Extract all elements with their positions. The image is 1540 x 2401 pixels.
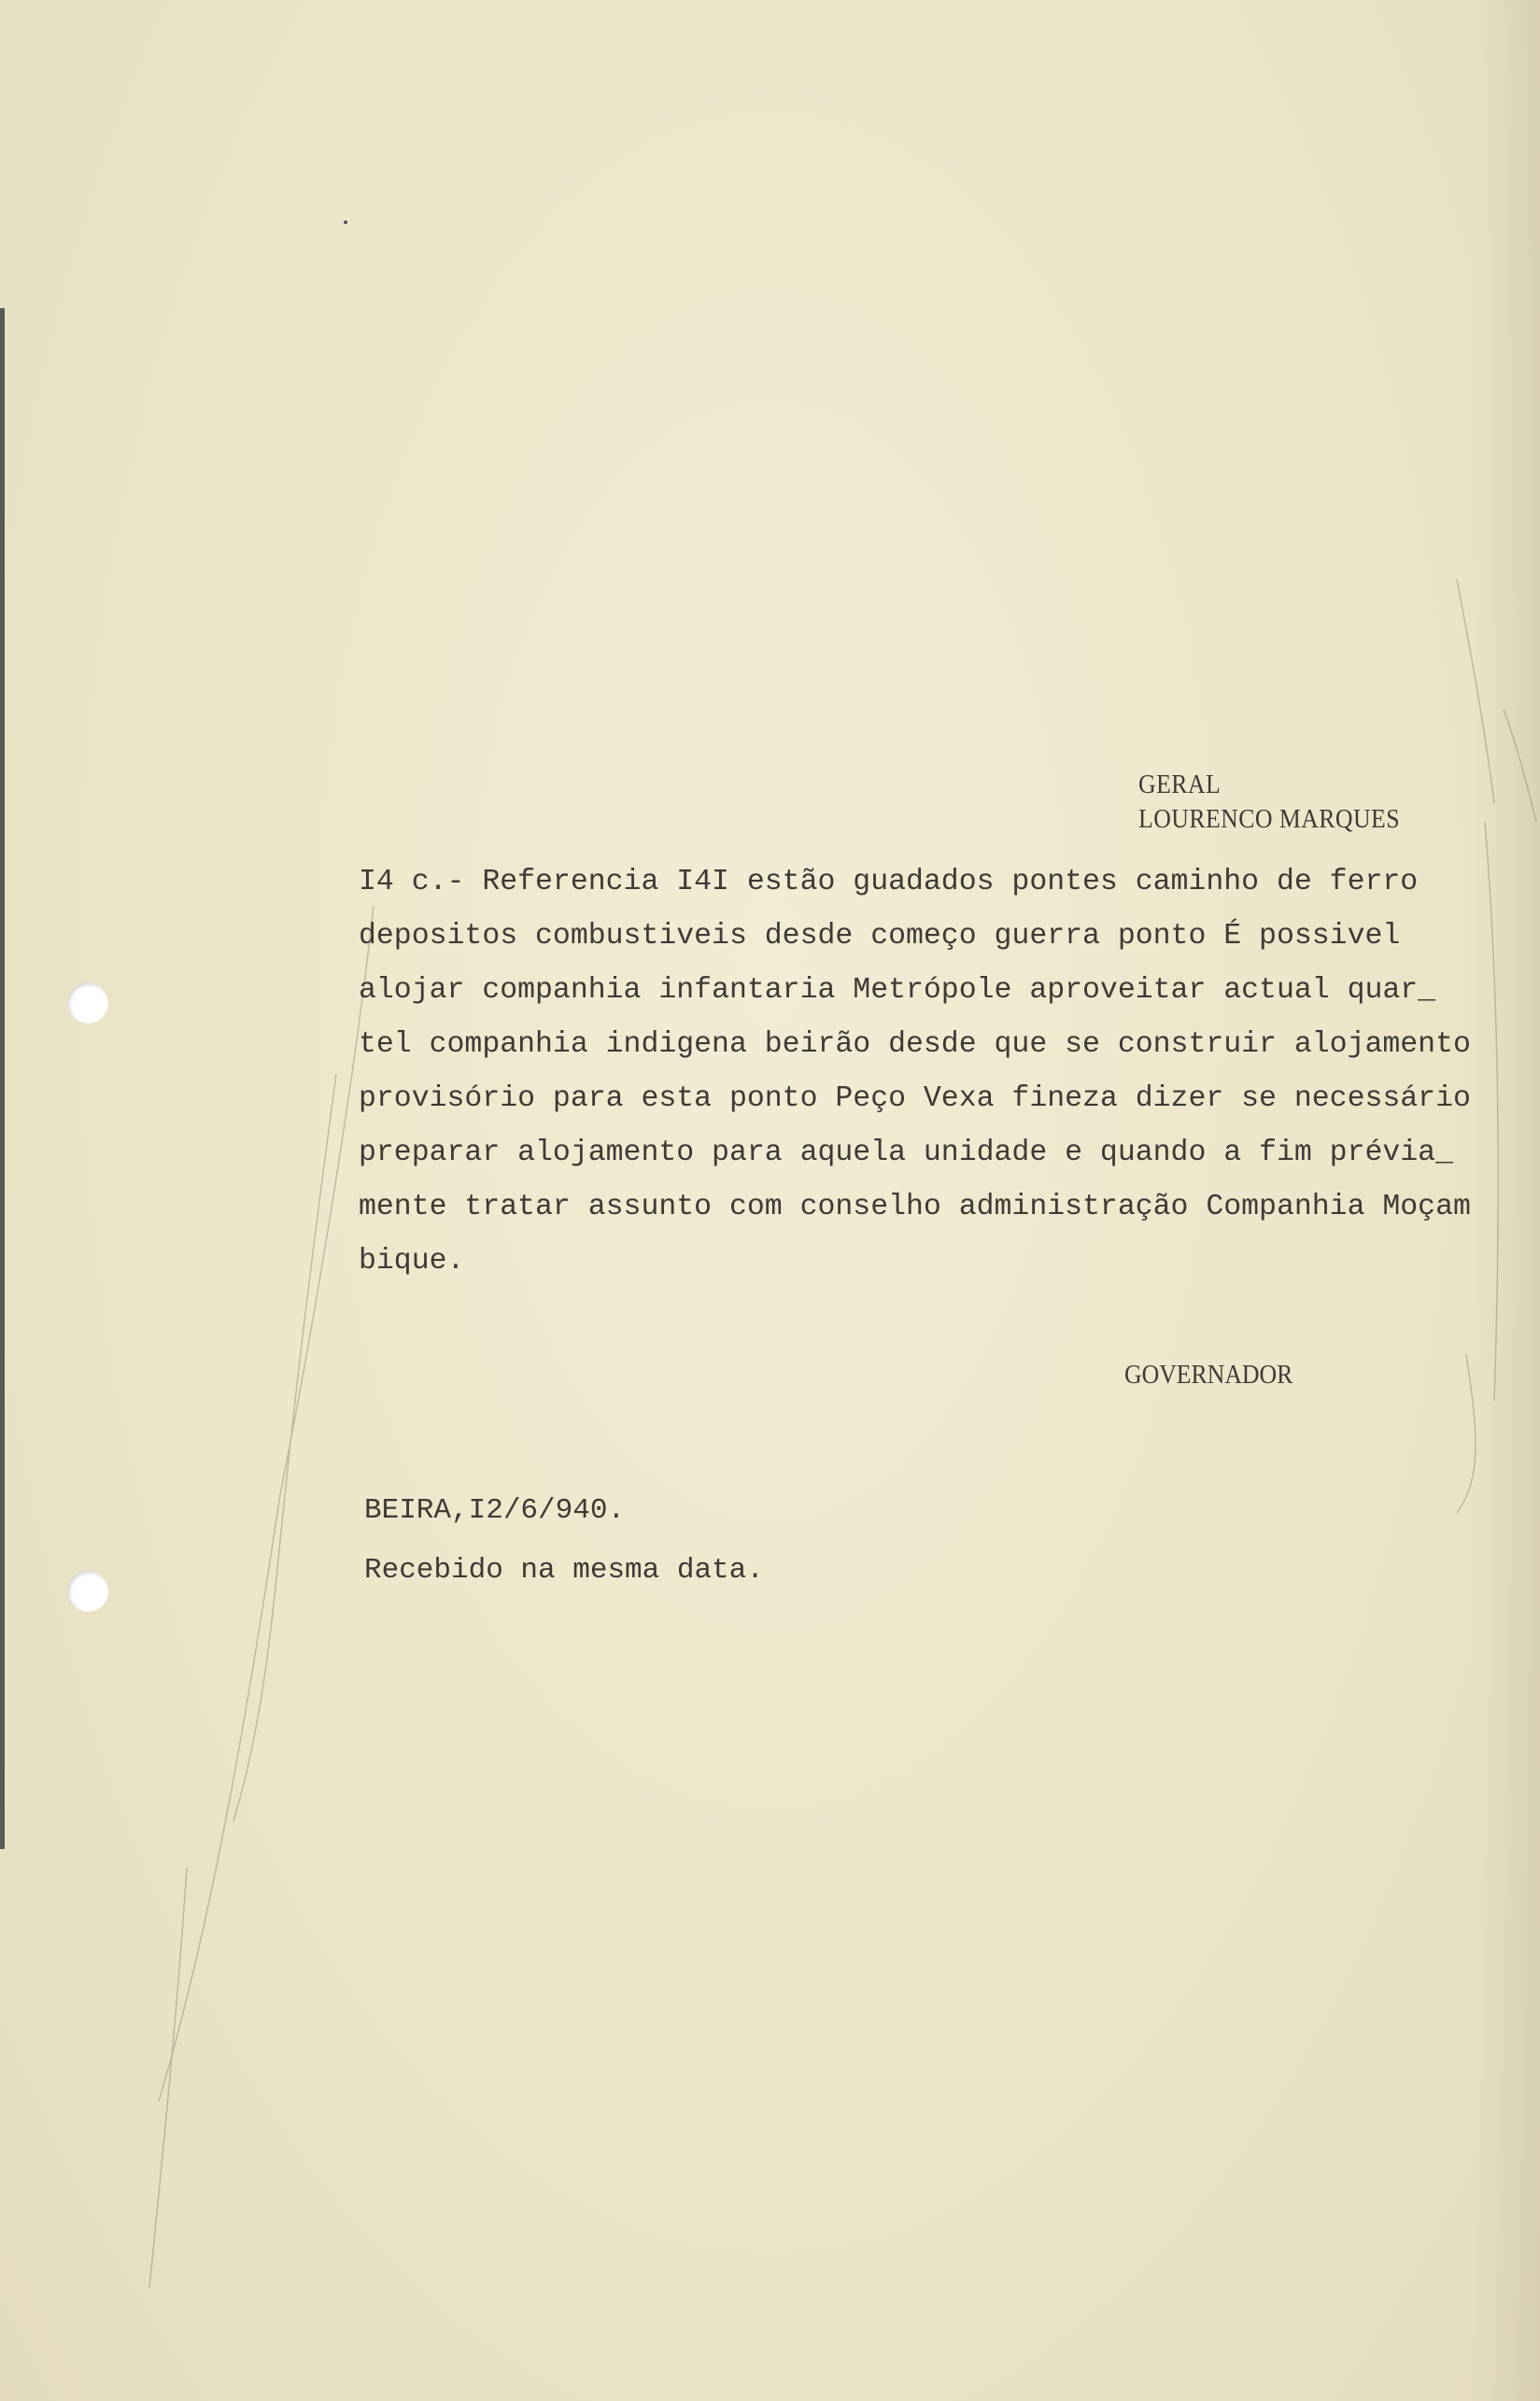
body-line: preparar alojamento para aquela unidade e quando a fim prévia_ [359,1137,1453,1169]
received-note: Recebido na mesma data. [364,1554,764,1587]
recipient-line-2: LOURENCO MARQUES [1138,805,1401,834]
body-line: bique. [359,1245,465,1278]
pencil-stroke-3 [1457,579,1494,803]
body-line: I4 c.- Referencia I4I estão guadados pontes caminho de ferro [359,866,1419,898]
punch-hole-top [67,982,108,1024]
punch-hole-bottom [67,1571,108,1612]
body-line: provisório para esta ponto Peço Vexa fineza dizer se necessário [359,1082,1471,1115]
signature-governador: GOVERNADOR [1124,1361,1293,1390]
body-line: depositos combustiveis desde começo guerra ponto É possivel [359,920,1401,953]
pencil-stroke-2 [233,1074,336,1821]
pencil-stroke-6 [1504,710,1536,822]
pencil-stroke-1 [159,906,374,2101]
recipient-line-1: GERAL [1138,770,1222,799]
body-line: mente tratar assunto com conselho administração Companhia Moçam [359,1191,1471,1223]
pencil-stroke-5 [1457,1354,1476,1513]
body-line: alojar companhia infantaria Metrópole aproveitar actual quar_ [359,974,1436,1007]
telegram-body [359,855,1535,1289]
pencil-stroke-7 [149,1868,187,2288]
place-date: BEIRA,I2/6/940. [364,1494,626,1527]
body-line: tel companhia indigena beirão desde que se construir alojamento [359,1028,1471,1061]
